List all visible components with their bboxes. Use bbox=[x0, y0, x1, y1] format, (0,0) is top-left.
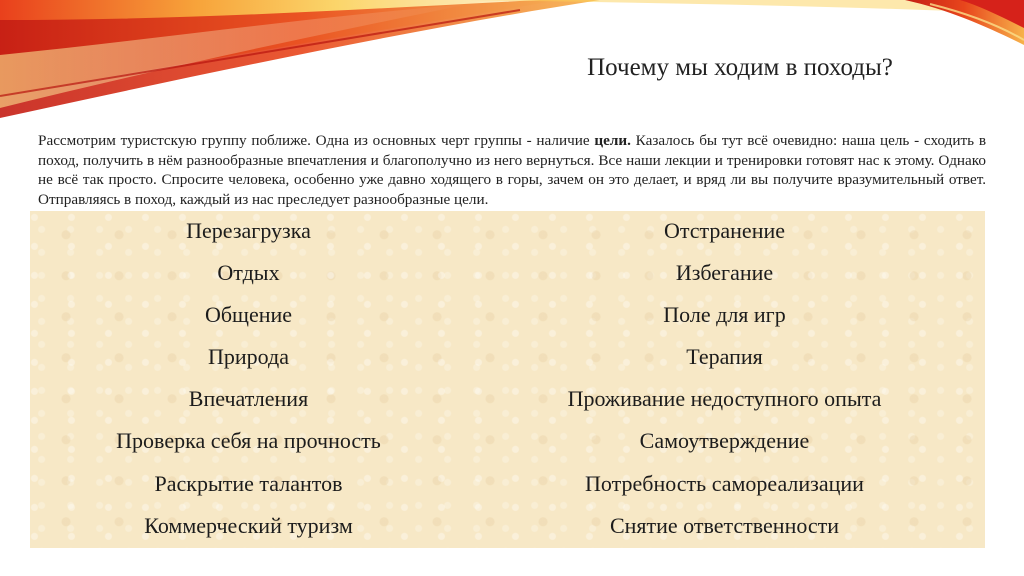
goal-item: Перезагрузка bbox=[186, 218, 311, 243]
goal-item: Раскрытие талантов bbox=[154, 470, 343, 496]
goal-item: Отстранение bbox=[663, 218, 786, 243]
goals-table bbox=[30, 211, 985, 548]
intro-text-end: Казалось бы тут всё очевидно: наша цель - сходить в поход, получить в нём разнообразные впечатления и благополучно из него вернуться. Все наши лекции и тренировки готовят нас к этому. Однако не всё так просто. Спросите человека, особенно уже давно ходящего в горы, зачем он это делает, и вряд ли вы получите вразумительный ответ. Отправляясь в поход, каждый из нас преследует разнообразные цели. bbox=[38, 132, 986, 208]
intro-bold-word: цели. bbox=[594, 132, 631, 149]
goal-item: Избегание bbox=[675, 260, 774, 286]
goal-item: Природа bbox=[208, 344, 289, 370]
goal-item: Терапия bbox=[686, 344, 763, 370]
intro-text-start: Рассмотрим туристскую группу поближе. Одна из основных черт группы - наличие bbox=[38, 132, 595, 149]
goal-item: Отдых bbox=[217, 260, 280, 286]
goal-item: Самоутверждение bbox=[639, 428, 810, 454]
goals-column-right bbox=[506, 211, 943, 548]
goal-item: Коммерческий туризм bbox=[144, 512, 353, 538]
goal-item: Впечатления bbox=[188, 386, 309, 412]
goal-item: Проверка себя на прочность bbox=[116, 428, 381, 454]
slide-title: Почему мы ходим в походы? bbox=[587, 54, 893, 81]
intro-paragraph bbox=[38, 131, 986, 209]
goal-item: Потребность самореализации bbox=[585, 470, 864, 496]
goal-item: Общение bbox=[204, 302, 293, 328]
goal-item: Поле для игр bbox=[663, 302, 786, 328]
goal-item: Снятие ответственности bbox=[609, 512, 840, 538]
goal-item: Проживание недоступного опыта bbox=[567, 386, 882, 412]
goals-column-left bbox=[30, 211, 467, 548]
